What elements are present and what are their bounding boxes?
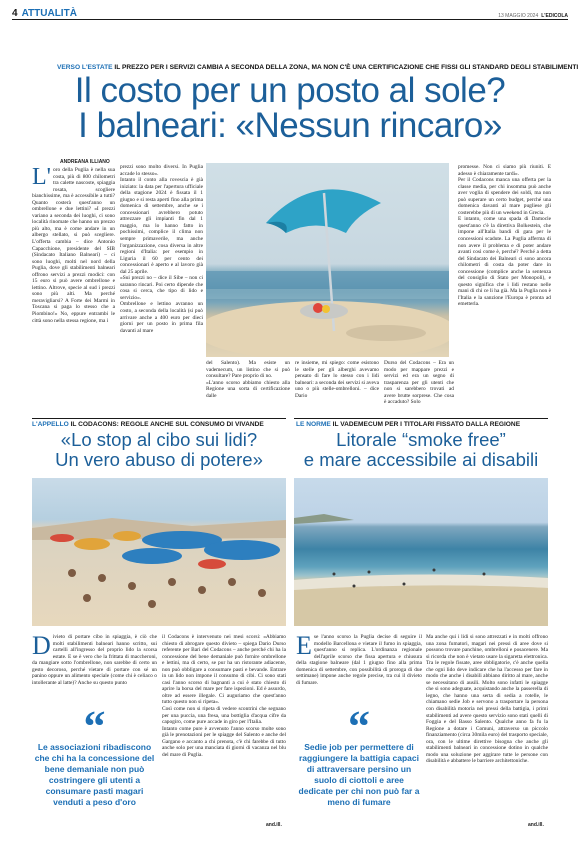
left-quote-text: Le associazioni ribadiscono che chi ha la concessione del bene demaniale non può costringere gli utenti a consumare pasti magari venduti a peso d'oro <box>34 742 155 807</box>
left-article-headline <box>32 430 286 470</box>
left-article-kicker <box>32 421 264 428</box>
main-column-2: prezzi sono molto diversi. In Puglia accade lo stesso». Intanto il conto alla rovescia è già iniziato: la data per l'apertura ufficiale della stagione 2024 è fissata il 1 giugno e si resta aperti fino alla prima domenica di settembre, anche se i concessionari avrebbero potuto attrezzare gli impianti fin dal 1 maggio, ma lo hanno fatto in pochissimi, complice il clima non sempre primaverile, ma anche l'organizzazione, cosa diversa in altre regioni d'Italia: per esempio in Liguria il 60 per cento dei concessionari è aperto e al lavoro già dal 25 aprile. «Sui prezzi no – dice il Sibe – non ci saranno rincari. Poi certo dipende che cosa si cerca, che tipo di lido e servizio». Ombrellone e lettino avranno un costo, a seconda della località (si può arrivare anche a 400 euro per dieci giorni per un posto in prima fila davanti al mare <box>120 164 203 334</box>
byline: ANDREANA ILLIANO <box>60 159 110 165</box>
crowded-beach-photo <box>32 478 286 626</box>
left-headline-line2: Un vero abuso di potere» <box>55 449 263 470</box>
main-headline-line1: Il costo per un posto al sole? <box>74 71 506 110</box>
right-signature: and.ill. <box>528 822 544 828</box>
beach-umbrella-illustration <box>206 163 449 357</box>
right-pull-quote <box>296 702 422 808</box>
main-column-3: del Salento). Ma esiste un vademecum, un listino che si può consultare? Pare proprio di no. «L'anno scorso abbiamo chiesto alla Regione una sorta di certificazione dalle <box>206 360 290 399</box>
main-column-6: promesse. Non ci siamo più riuniti. E adesso è chiaramente tardi». Per il Codacons manca una offerta per la classe media, per chi insomma può anche aver voglia di spendere dei soldi, ma non può superare un certo budget, perché una domenica davanti al mare pugliese gli costerebbe più di un weekend in Grecia. E intanto, come una spada di Damocle quest'anno c'è la direttiva Bolkestein, che impone all'Italia bandi di gara per le concessioni scadute. La Puglia afferma di non avere il problema e di poter andare avanti così come è, perché? Perché a detta del Sindacato dei Balneari ci sono ancora chilometri di costa da poter dare in concessione (complice anche la sentenza del consiglio di Stato per Monopoli), e questo significa che i lidi restano nelle mani di chi ce li ha già. Ma la Puglia non è l'Italia e la sanzione l'Europa è pronta ad emetterla. <box>458 164 551 308</box>
main-headline-line2: I balneari: «Nessun rincaro» <box>78 106 502 145</box>
right-kicker-text: IL VADEMECUM PER I TITOLARI FISSATO DALLA REGIONE <box>332 421 521 428</box>
left-signature: and.ill. <box>266 822 282 828</box>
shoreline-illustration <box>294 478 548 626</box>
main-dropcap: L' <box>32 167 51 190</box>
left-col1-text: ivieto di portare cibo in spiaggia, è ciò che molti stabilimenti balneari hanno scritto, sui cartelli all'ingresso del proprio lido la scorsa estate. E se è vero che la frittata di maccheroni, da mangiare sotto l'ombrellone, non sarebbe di certo un gesto decoroso, perché vietare di portare con sé un panino oppure un alimento speciale (come chi è celiaco o intollerante al latte)? Anche su questo punto <box>32 634 157 686</box>
left-article-rule <box>32 418 286 419</box>
right-headline-line2: e mare accessibile ai disabili <box>303 449 539 470</box>
page-header <box>12 6 568 20</box>
right-col1-text: se l'anno scorso la Puglia decise di seguire il modello Barcellona e vietare il fumo in spiaggia, quest'anno si replica. L'ordinanza regionale dell'aprile scorso che fissa apertura e chiusura della stagione balneare (dal 1 giugno fino alla prima domenica di settembre, con possibilità di proroga di due settimane) impone anche regole precise, tra cui il divieto di fumare. <box>296 634 422 686</box>
main-kicker-lead: VERSO L'ESTATE <box>57 64 113 71</box>
main-column-1 <box>32 167 115 412</box>
right-dropcap: E <box>296 634 312 660</box>
crowded-beach-illustration <box>32 478 286 626</box>
right-article-rule <box>294 418 548 419</box>
right-headline-line1: Litorale “smoke free” <box>336 429 506 450</box>
right-quote-text: Sedie job per permettere di raggiungere la battigia capaci di attraversare persino un suolo di ciottoli e aree dedicate per chi non può far a meno di fumare <box>298 742 420 807</box>
left-pull-quote <box>32 702 157 808</box>
right-kicker-lead: LE NORME <box>296 421 331 428</box>
main-col1-text: oro della Puglia è nella sua costa, più di 800 chilometri tra calette nascoste, spiaggia rosata, scogliere bianchissime, ma è accessibile a tutti? Quanto costerà quest'anno un ombrellone e due lettini? «I prezzi variano a seconda dei luoghi, ci sono località rinomate che hanno un prezzo più alto, ma è come andare in un albergo stellato, si può scegliere. L'offerta cambia – dice Antonio Capacchione, presidente del SIB (Sindacato Italiano Balneari) – ci sono luoghi, molti nel nord della Puglia, dove gli stabilimenti balneari offrono servizi a prezzi modici: con 15 euro si può avere ombrellone e lettino. Altrove, specie al sud i prezzi sono più alti. Ma perché meravigliarsi? A Forte dei Marmi in Toscana si paga lo stesso che a Piombino!» No, eppure entrambi le città sono nella stessa regione, ma i <box>32 167 115 324</box>
beach-umbrella-photo <box>206 163 449 357</box>
issue-date: 13 MAGGIO 2024 <box>498 13 539 19</box>
left-headline-line1: «Lo stop al cibo sui lidi? <box>60 429 258 450</box>
main-column-4: re insieme, mi spiego: come esistono le stelle per gli alberghi avevamo pensato di fare lo stesso con i lidi balneari: a seconda dei servizi si aveva uno o più stelle-ombrelloni. – dice Dario <box>295 360 379 399</box>
left-kicker-lead: L'APPELLO <box>32 421 69 428</box>
right-article-kicker <box>296 421 520 428</box>
main-kicker <box>57 64 579 71</box>
left-dropcap: D <box>32 634 51 660</box>
right-column-2: Ma anche qui i lidi si sono attrezzati e in molti offrono una zona fumatori, magari nei pressi di aree dove si possono trovare panchine, ombrelloni e posacenere. Ma si ricorda che non è vietato usare la sigaretta elettronica. Tra le regole fissate, aree obbligatorie, c'è anche quella che ogni lido deve indicare che ha l'accesso per fare in modo che anche i disabili abbiano diritto al mare, anche se necessitano di ausili. Molto sono infatti le spiagge che si sono adeguate, acquistando anche la passerella di legno, che hanno una serta di sedia a rotelle, le chiamano sedie Job e servono a trasportare la persona con disabilità motoria nei pressi della battigia, i primi stabilimenti ad avere questo servizio sono stati quelli di Foggia e del Basso Salento. Qualche anno fa fu la Regione a dotare i Comuni, attraverso un piccolo finanziamento (circa 30mila euro) del trasporto speciale, ora, con le ultime direttive bisogna che anche gli stabilimenti balneari in concessione dotino in qualche modo una soluzione per aggirare tutte le persone con disabilità e abbattere le barriere architettoniche. <box>426 634 548 765</box>
page-number: 4 <box>12 8 18 19</box>
main-kicker-text: IL PREZZO PER I SERVIZI CAMBIA A SECONDA DELLA ZONA, MA NON C'È UNA CERTIFICAZIONE CHE FISSI GLI STANDARD DEGLI STABILIMENTI <box>114 64 579 71</box>
section-label: ATTUALITÀ <box>21 8 77 19</box>
main-column-5: Durso del Codacons – Era un modo per mappare prezzi e servizi ed era un segno di trasparenza per gli utenti che non si sarebbero trovati ad avere brutte sorprese. Che cosa è accaduto? Solo <box>384 360 454 406</box>
right-quote-mark: “ <box>348 702 370 751</box>
shoreline-photo <box>294 478 548 626</box>
left-quote-mark: “ <box>83 702 106 751</box>
left-kicker-text: IL CODACONS: REGOLE ANCHE SUL CONSUMO DI VIVANDE <box>70 421 264 428</box>
main-headline <box>30 73 550 143</box>
masthead: L'EDICOLA <box>541 13 568 19</box>
left-column-2: il Codacons è intervenuto nei mesi scorsi: «Abbiamo chiesto di abrogare questo divieto – spiega Dario Durso referente per Bari del Codacons – anche perché chi ha la concessione del bene demaniale può fornire ombrellone e lettini, ma di certo, se pur ha un ristorante adiacente, non può obbligare a consumare pasti e bevande. Entrare in un lido non impone il consumo di cibi. Ci sono stati casi l'anno scorso di bagnanti a cui è stato chiesto di aprire la borsa del mare per fare ispezioni. Ed è assurdo, oltre ad essere illegale. Ci auguriamo che quest'anno tutto questo non si ripeta». Così come non si ripeta di vedere scontrini che segnano per una puccia, una fresa, una bottiglia d'acqua cifre da capogiro, come pure accade in giro per l'Italia. Intanto come pure è avvenuto l'anno scorso molte sono già le prenotazioni per le spiagge del Salento e anche del Gargano e accanto a chi prenota, c'è chi farebbe di tutto anche solo per una manciata di giorni di vacanza nel blu del mare di Puglia. <box>162 634 286 758</box>
right-article-headline <box>294 430 548 470</box>
